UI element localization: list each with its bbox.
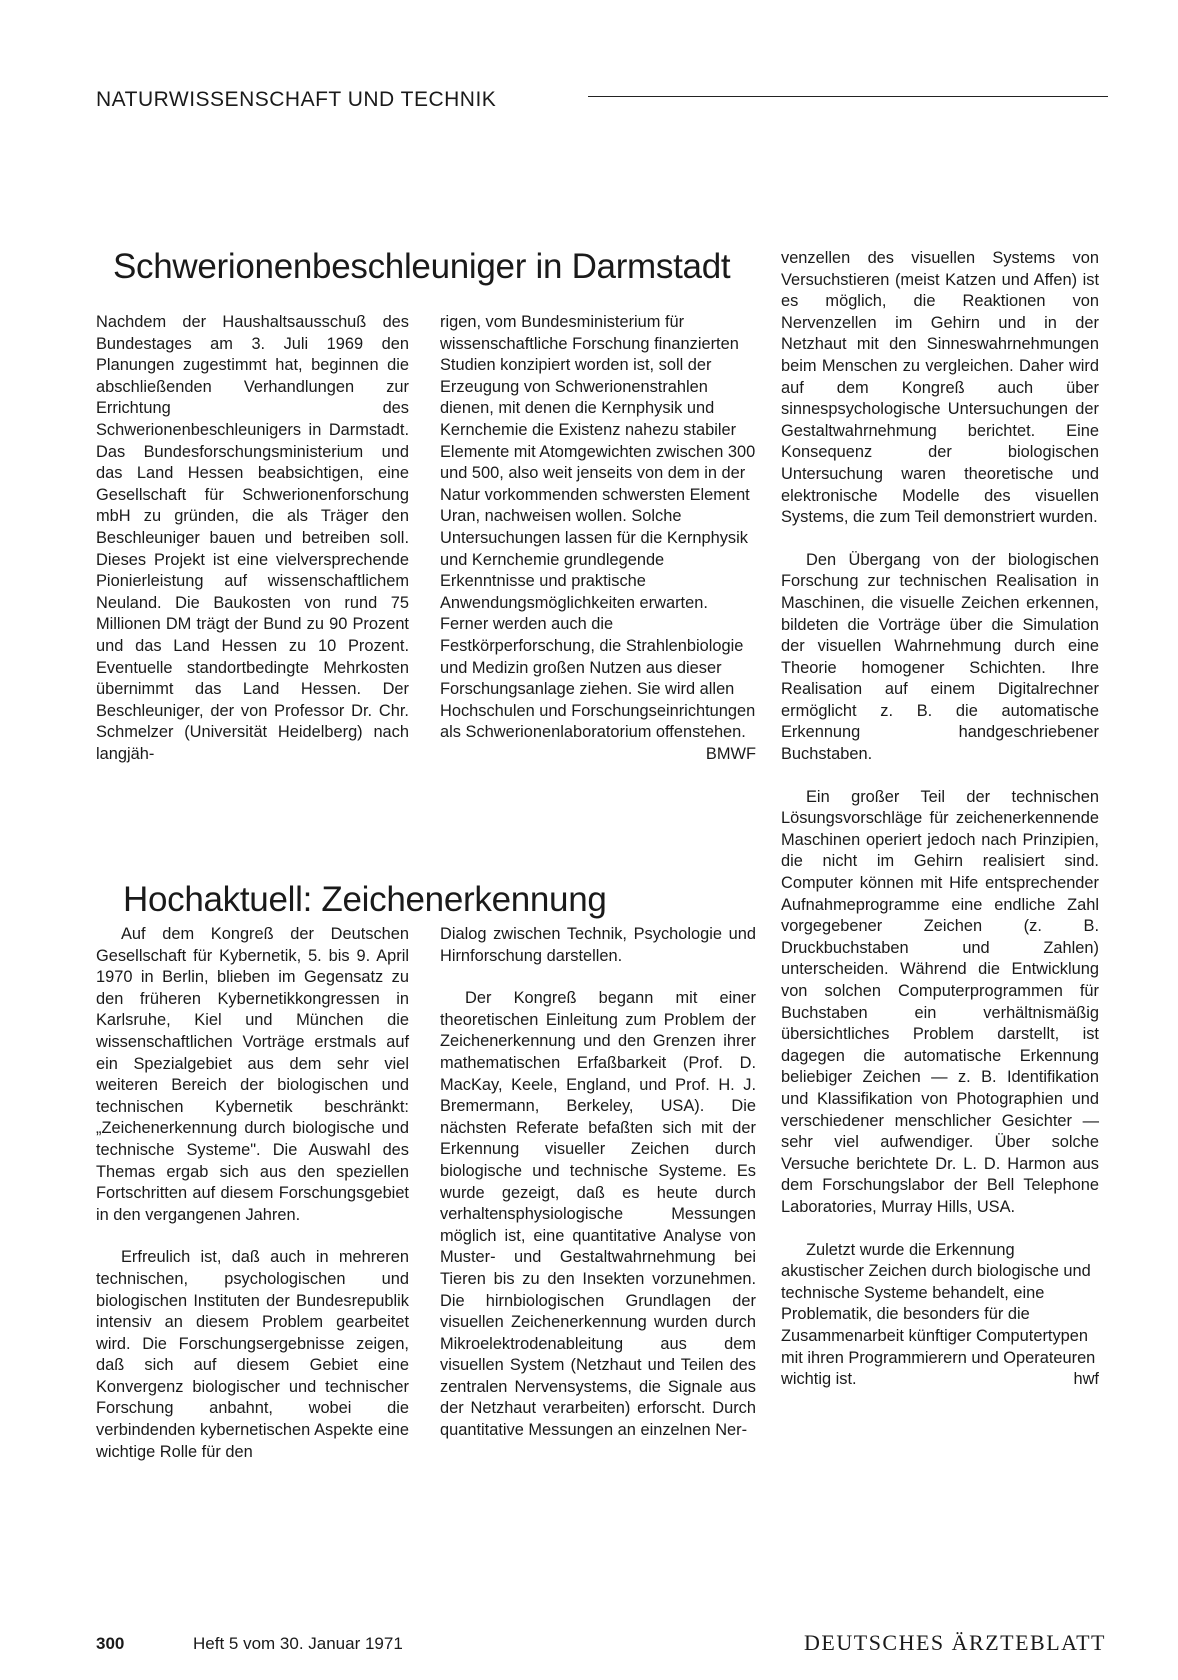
article2-title: Hochaktuell: Zeichenerkennung xyxy=(123,880,607,919)
section-label: NATURWISSENSCHAFT UND TECHNIK xyxy=(96,88,497,111)
article2-column-2 xyxy=(440,924,756,1442)
article1-column-2 xyxy=(440,312,756,765)
article1-col2-paragraph xyxy=(440,312,756,763)
article2-col2-paragraph-1: Dialog zwischen Technik, Psychologie und Hirnforschung darstellen. xyxy=(440,925,756,965)
article2-signature: hwf xyxy=(1073,1370,1099,1389)
page-number: 300 xyxy=(96,1634,125,1653)
issue-info: Heft 5 vom 30. Januar 1971 xyxy=(193,1634,403,1653)
article1-col1-paragraph: Nachdem der Haushaltsausschuß des Bundestages am 3. Juli 1969 den Planungen zugestimmt hat, beginnen die abschließenden Verhandlungen zur Errichtung des Schwerionenbeschleunigers in Darmstadt. Das Bundesforschungsministerium und das Land Hessen beabsichtigen, eine Gesellschaft für Schwerionenforschung mbH zu gründen, die als Träger den Beschleuniger bauen und betreiben soll. Dieses Projekt ist eine vielversprechende Pionierleistung auf wissenschaftlichem Neuland. Die Baukosten von rund 75 Millionen DM trägt der Bund zu 90 Prozent und das Land Hessen zu 10 Prozent. Eventuelle standortbedingte Mehrkosten übernimmt das Land Hessen. Der Beschleuniger, der von Professor Dr. Chr. Schmelzer (Universität Heidelberg) nach langjäh- xyxy=(96,313,409,763)
section-rule xyxy=(588,96,1108,97)
article2-col3-text-4: Zuletzt wurde die Erkennung akustischer Zeichen durch biologische und technische Systeme behandelt, eine Problematik, die besonders für die Zusammenarbeit künftiger Computertypen mit ihren Programmierern und Operateuren wichtig ist. xyxy=(781,1240,1096,1389)
article2-col3-paragraph-2: Den Übergang von der biologischen Forschung zur technischen Realisation in Maschinen, die visuelle Zeichen erkennen, bildeten die Vorträge über die Simulation der visuellen Wahrnehmung durch eine Theorie homogener Schichten. Ihre Realisation auf einem Digitalrechner ermöglicht z. B. die automatische Erkennung handgeschriebener Buchstaben. xyxy=(781,550,1099,764)
article1-column-1 xyxy=(96,312,409,765)
journal-name: DEUTSCHES ÄRZTEBLATT xyxy=(804,1630,1106,1655)
article2-col2-paragraph-2: Der Kongreß begann mit einer theoretischen Einleitung zum Problem der Zeichenerkennung und den Grenzen ihrer mathematischen Erfaßbarkeit (Prof. D. MacKay, Keele, England, und Prof. H. J. Bremermann, Berkeley, USA). Die nächsten Referate befaßten sich mit der Erkennung visueller Zeichen durch biologische und technische Systeme. Es wurde gezeigt, daß es heute durch verhaltensphysiologische Messungen möglich ist, eine quantitative Analyse von Muster- und Gestaltwahrnehmung bei Tieren bis zu den Insekten vorzunehmen. Die hirnbiologischen Grundlagen der visuellen Zeichenerkennung wurden durch Mikroelektrodenableitung aus dem visuellen System (Netzhaut und Teilen des zentralen Nervensystems, die Signale aus der Netzhaut verarbeiten) erforscht. Durch quantitative Messungen an einzelnen Ner- xyxy=(440,989,756,1440)
article2-col1-paragraph-1: Auf dem Kongreß der Deutschen Gesellschaft für Kybernetik, 5. bis 9. April 1970 in Berlin, blieben im Gegensatz zu den früheren Kybernetikkongressen in Karlsruhe, Kiel und München die wissenschaftlichen Vorträge erstmals auf ein Spezialgebiet aus dem sehr viel weiteren Bereich der biologischen und technischen Kybernetik beschränkt: „Zeichenerkennung durch biologische und technische Systeme". Die Auswahl des Themas ergab sich aus den speziellen Fortschritten auf diesem Forschungsgebiet in den vergangenen Jahren. xyxy=(96,925,409,1224)
article2-column-1 xyxy=(96,924,409,1463)
article1-signature: BMWF xyxy=(705,744,756,763)
article1-title: Schwerionenbeschleuniger in Darmstadt xyxy=(113,247,731,286)
article2-col3-paragraph-3: Ein großer Teil der technischen Lösungsvorschläge für zeichenerkennende Maschinen operiert jedoch nach Prinzipien, die nicht im Gehirn realisiert sind. Computer können mit Hife entsprechender Aufnahmeprogramme eine endliche Zahl vorgegebener Zeichen (z. B. Druckbuchstaben und Zahlen) unterscheiden. Während die Entwicklung von solchen Computerprogrammen für Buchstaben ein verhältnismäßig übersichtliches Problem darstellt, ist dagegen die automatische Erkennung beliebiger Zeichen — z. B. Identifikation und Klassifikation von Photographien und verschiedener menschlicher Gesichter — sehr viel aufwendiger. Über solche Versuche berichtete Dr. L. D. Harmon aus dem Forschungslabor der Bell Telephone Laboratories, Murray Hills, USA. xyxy=(781,787,1099,1216)
article2-col3-paragraph-1: venzellen des visuellen Systems von Versuchstieren (meist Katzen und Affen) ist es möglich, die Reaktionen von Nervenzellen im Gehirn und in der Netzhaut mit den Sinneswahrnehmungen beim Menschen zu vergleichen. Daher wird auf dem Kongreß auch über sinnespsychologische Untersuchungen der Gestaltwahrnehmung berichtet. Eine Konsequenz der biologischen Untersuchung waren theoretische und elektronische Modelle des visuellen Systems, die zum Teil demonstriert wurden. xyxy=(781,249,1099,527)
article2-col3-paragraph-4 xyxy=(781,1240,1099,1391)
article1-col2-text: rigen, vom Bundesministerium für wissenschaftliche Forschung finanzierten Studien konzipiert worden ist, soll der Erzeugung von Schwerionenstrahlen dienen, mit denen die Kernphysik und Kernchemie die Existenz nahezu stabiler Elemente mit Atomgewichten zwischen 300 und 500, also weit jenseits von dem in der Natur vorkommenden schwersten Element Uran, nachweisen wollen. Solche Untersuchungen lassen für die Kernphysik und Kernchemie grundlegende Erkenntnisse und praktische Anwendungsmöglichkeiten erwarten. Ferner werden auch die Festkörperforschung, die Strahlenbiologie und Medizin großen Nutzen aus dieser Forschungsanlage ziehen. Sie wird allen Hochschulen und Forschungseinrichtungen als Schwerionenlaboratorium offenstehen. xyxy=(440,313,756,742)
article2-col1-paragraph-2: Erfreulich ist, daß auch in mehreren technischen, psychologischen und biologischen Instituten der Bundesrepublik intensiv an diesem Problem gearbeitet wird. Die Forschungsergebnisse zeigen, daß sich auf diesem Gebiet eine Konvergenz biologischer und technischer Forschung anbahnt, wobei die verbindenden kybernetischen Aspekte eine wichtige Rolle für den xyxy=(96,1248,409,1461)
article2-column-3 xyxy=(781,248,1099,1391)
